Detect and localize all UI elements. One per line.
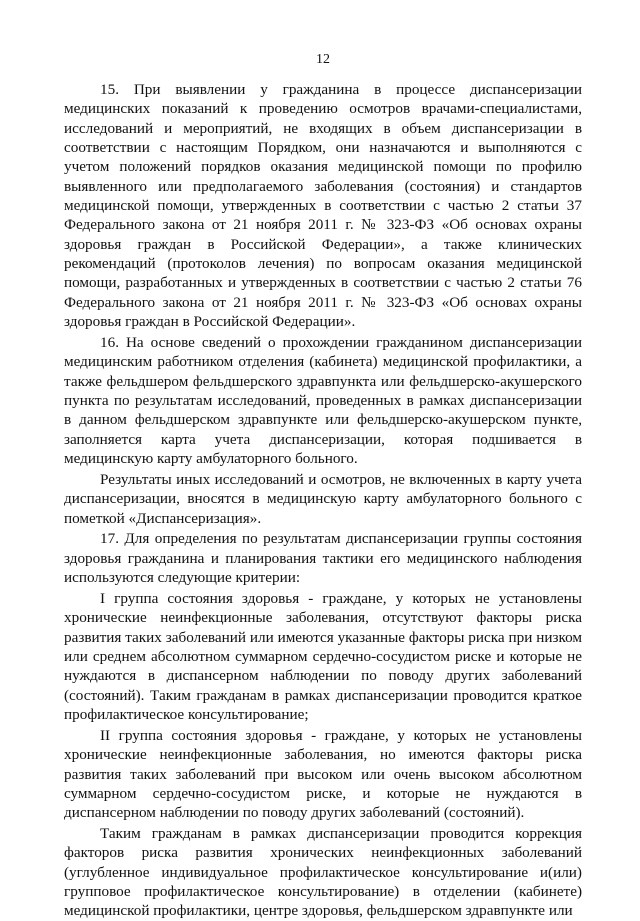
paragraph-16: 16. На основе сведений о прохождении гражданином диспансеризации медицинским работником отделения (кабинета) медицинской профилактики, а также фельдшером фельдшерского здравпункта или фельдшерско-акушерского пункта по результатам исследований, проведенных в рамках диспансеризации в данном фельдшерском здравпункте или фельдшерско-акушерском пункте, заполняется карта учета диспансеризации, которая подшивается в медицинскую карту амбулаторного больного. (64, 333, 582, 468)
paragraph-group-1: I группа состояния здоровья - граждане, у которых не установлены хронические неинфекционные заболевания, отсутствуют факторы риска развития таких заболеваний или имеются указанные факторы риска при низком или среднем абсолютном суммарном сердечно-сосудистом риске и которые не нуждаются в диспансерном наблюдении по поводу других заболеваний (состояний). Таким гражданам в рамках диспансеризации проводится краткое профилактическое консультирование; (64, 589, 582, 723)
page-number: 12 (316, 52, 330, 67)
paragraph-16-results: Результаты иных исследований и осмотров, не включенных в карту учета диспансеризации, вносятся в медицинскую карту амбулаторного больного с пометкой «Диспансеризация». (64, 470, 582, 527)
paragraph-group-2: II группа состояния здоровья - граждане, у которых не установлены хронические неинфекционные заболевания, но имеются факторы риска развития таких заболеваний при высоком или очень высоком абсолютном суммарном сердечно-сосудистом риске, и которые не нуждаются в диспансерном наблюдении по поводу других заболеваний (состояний). (64, 726, 582, 822)
paragraph-17: 17. Для определения по результатам диспансеризации группы состояния здоровья гражданина и планирования тактики его медицинского наблюдения используются следующие критерии: (64, 530, 582, 587)
paragraph-15: 15. При выявлении у гражданина в процессе диспансеризации медицинских показаний к проведению осмотров врачами-специалистами, исследований и мероприятий, не входящих в объем диспансеризации в соответствии с настоящим Порядком, они назначаются и выполняются с учетом положений порядков оказания медицинской помощи по профилю выявленного или предполагаемого заболевания (состояния) и стандартов медицинской помощи, утвержденных в соответствии с частью 2 статьи 37 Федерального закона от 21 ноября 2011 г. № 323-ФЗ «Об основах охраны здоровья граждан в Российской Федерации», а также клинических рекомендаций (протоколов лечения) по вопросам оказания медицинской помощи, разработанных и утвержденных в соответствии с частью 2 статьи 76 Федерального закона от 21 ноября 2011 г. № 323-ФЗ «Об основах охраны здоровья граждан в Российской Федерации». (64, 81, 582, 331)
paragraph-group-2-correction: Таким гражданам в рамках диспансеризации проводится коррекция факторов риска развития хронических неинфекционных заболеваний (углубленное индивидуальное профилактическое консультирование и(или) групповое профилактическое консультирование) в отделении (кабинете) медицинской профилактики, центре здоровья, фельдшерском здравпункте или (64, 825, 582, 920)
